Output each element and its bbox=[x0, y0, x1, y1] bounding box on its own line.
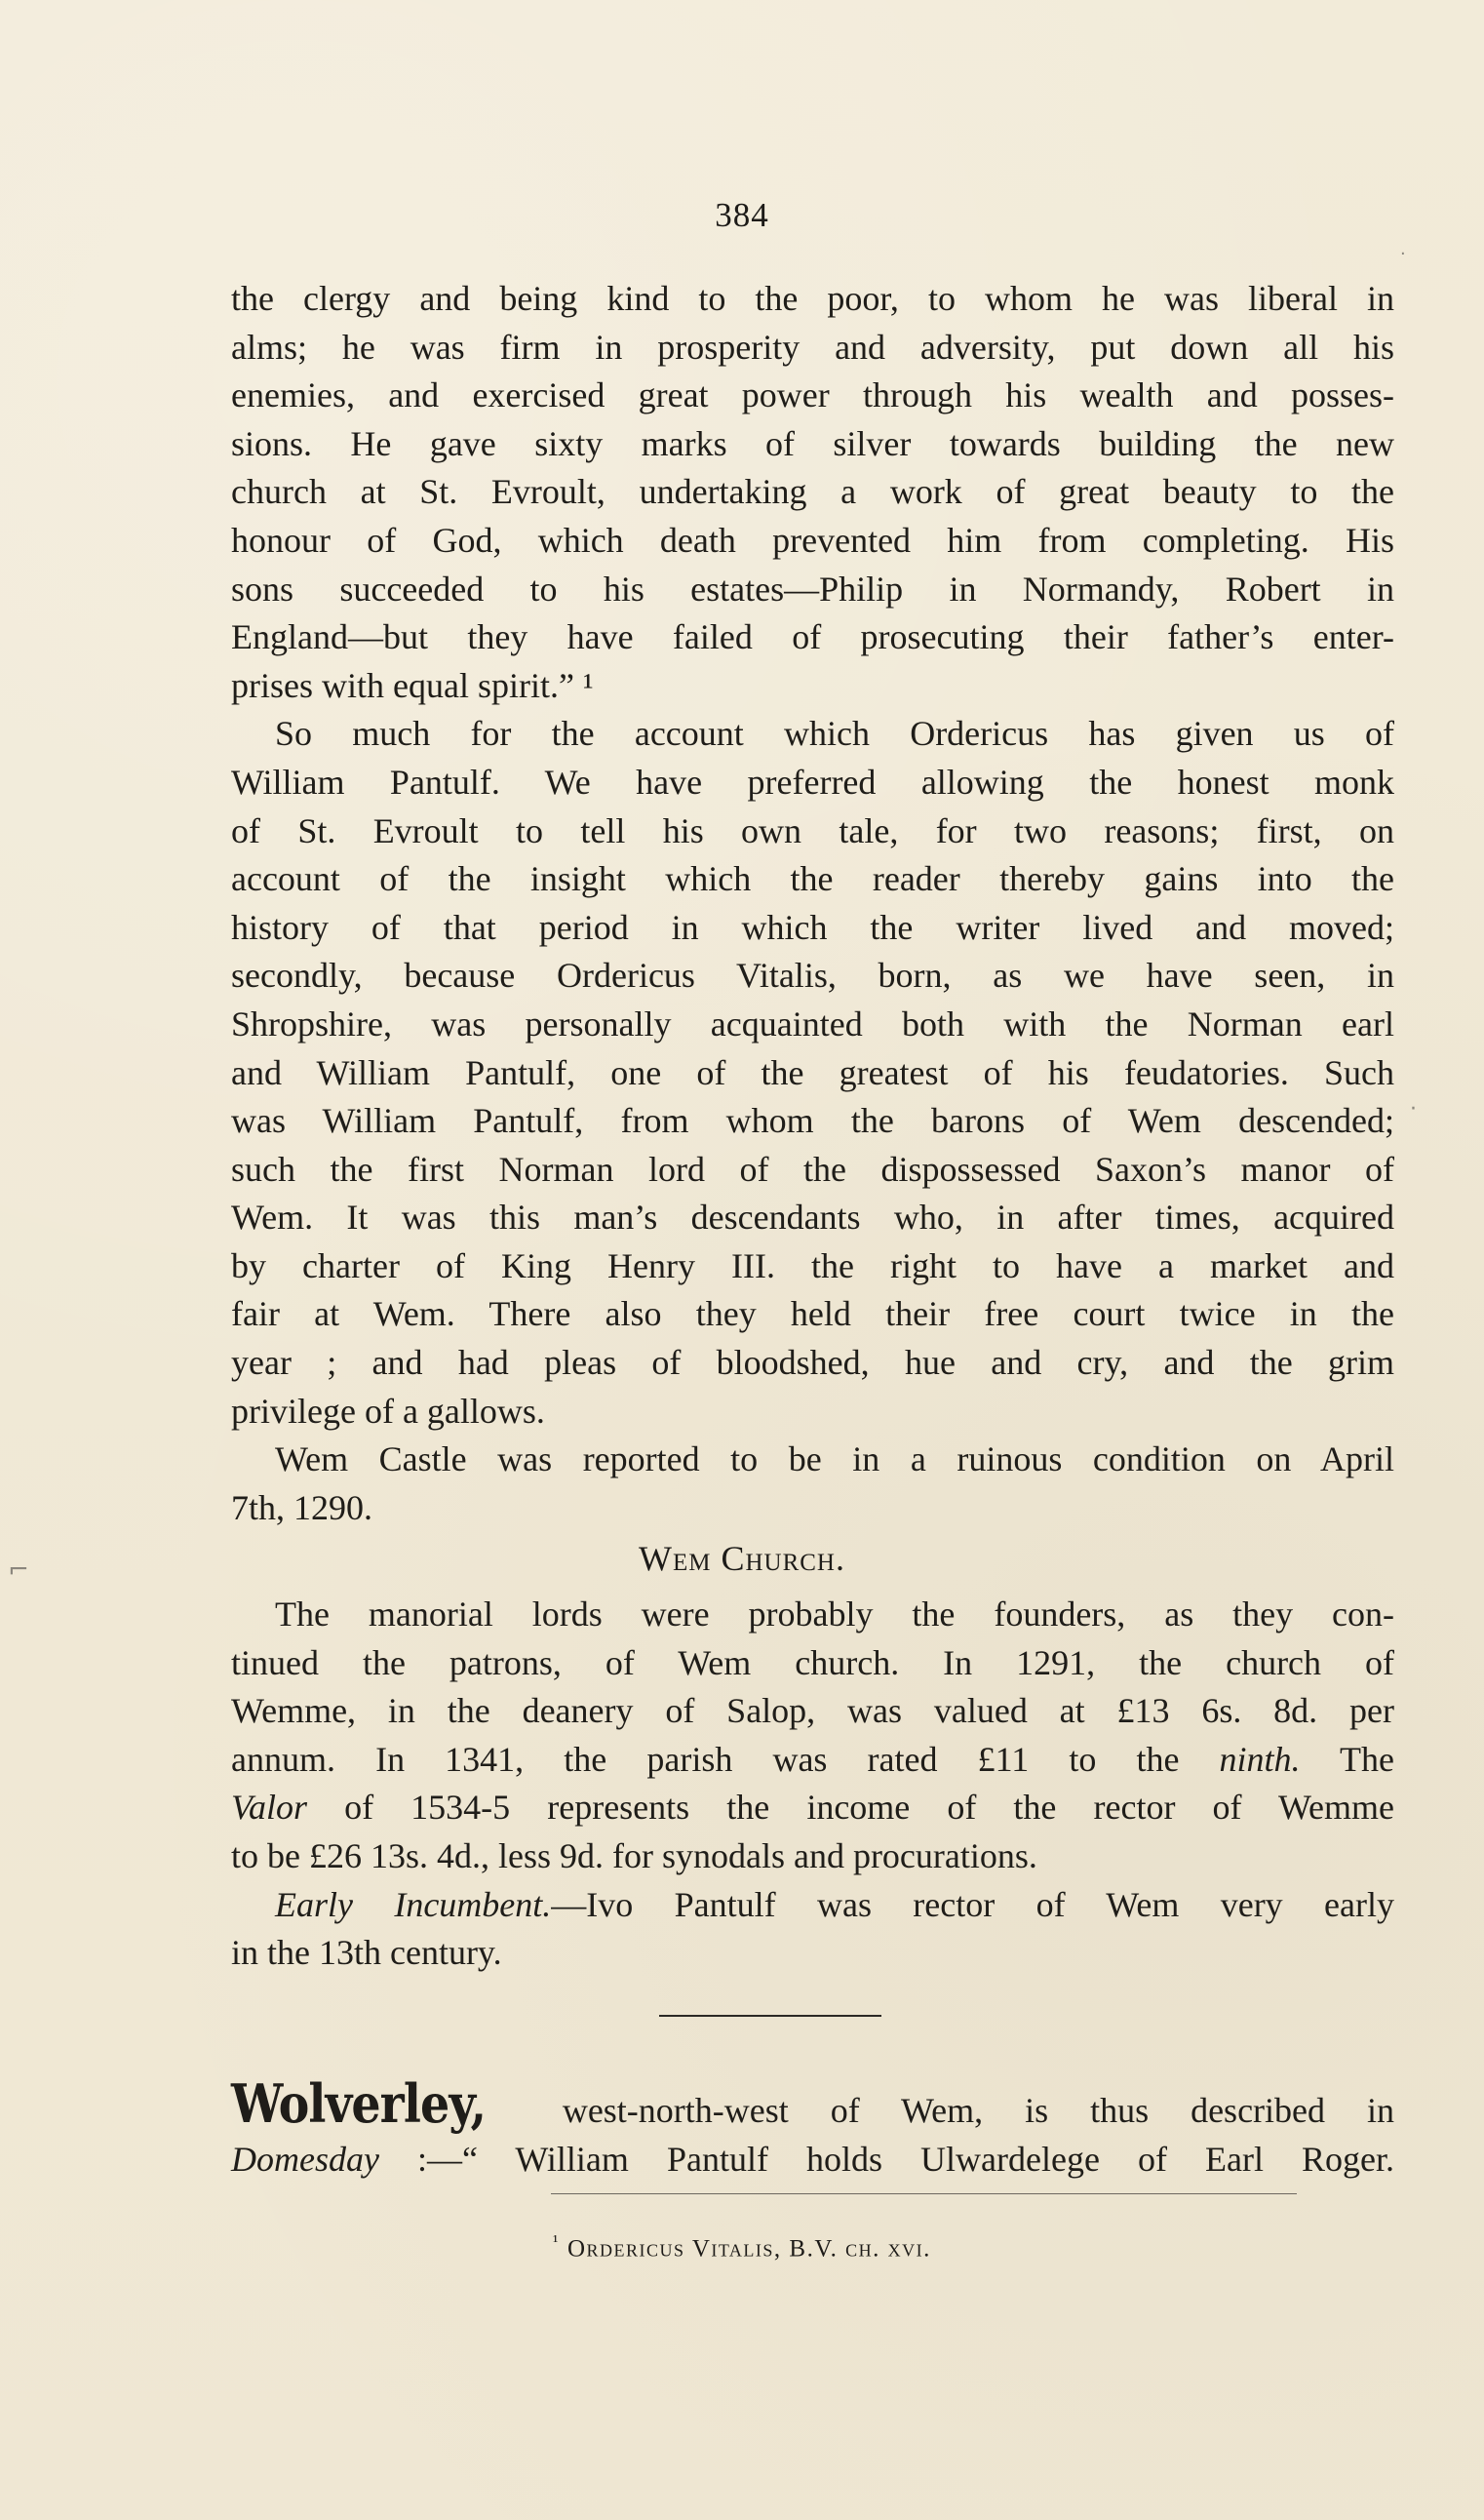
page-number: 384 bbox=[715, 196, 769, 234]
text-line: fair at Wem. There also they held their free court twice in the bbox=[231, 1294, 1394, 1334]
wolverley-text bbox=[231, 2072, 1394, 2184]
italic-text: Early Incumbent. bbox=[275, 1884, 552, 1924]
body-text bbox=[231, 275, 1394, 1532]
section-divider bbox=[659, 2015, 881, 2017]
text-line: honour of God, which death prevented him from completing. His bbox=[231, 520, 1394, 560]
text-line: history of that period in which the writer lived and moved; bbox=[231, 907, 1394, 947]
italic-text: Domesday bbox=[231, 2139, 379, 2179]
ink-speck: ⌐ bbox=[8, 1555, 29, 1585]
text-line: alms; he was firm in prosperity and adversity, put down all his bbox=[231, 327, 1394, 367]
text-line: Wemme, in the deanery of Salop, was valued at £13 6s. 8d. per bbox=[231, 1691, 1394, 1731]
text-line: Wem. It was this man’s descendants who, in after times, acquired bbox=[231, 1198, 1394, 1238]
text-line bbox=[231, 1881, 1394, 1930]
text-line: tinued the patrons, of Wem church. In 1291, the church of bbox=[231, 1642, 1394, 1682]
text-run: The bbox=[1300, 1739, 1394, 1779]
text-line: by charter of King Henry III. the right to have a market and bbox=[231, 1245, 1394, 1285]
text-line: The manorial lords were probably the founders, as they con- bbox=[275, 1595, 1394, 1634]
text-line: Shropshire, was personally acquainted both with the Norman earl bbox=[231, 1004, 1394, 1043]
text-run: —Ivo Pantulf was rector of Wem very early bbox=[551, 1884, 1394, 1924]
text-line: England—but they have failed of prosecuting their father’s enter- bbox=[231, 617, 1394, 657]
text-run: west-north-west of Wem, is thus described in bbox=[520, 2091, 1394, 2130]
text-line: account of the insight which the reader thereby gains into the bbox=[231, 859, 1394, 899]
text-run: of 1534-5 represents the income of the rector of Wemme bbox=[307, 1788, 1394, 1828]
section-heading: Wem Church. bbox=[638, 1539, 845, 1578]
text-line bbox=[231, 2136, 1394, 2185]
text-run: annum. In 1341, the parish was rated £11 to the bbox=[231, 1739, 1220, 1779]
blackletter-title: Wolverley, bbox=[231, 2072, 487, 2135]
ink-speck: · bbox=[1410, 1097, 1417, 1122]
text-line: privilege of a gallows. bbox=[231, 1391, 545, 1431]
ink-speck: · bbox=[1400, 244, 1406, 264]
text-line: to be £26 13s. 4d., less 9d. for synodals and procurations. bbox=[231, 1835, 1037, 1875]
text-line: So much for the account which Ordericus has given us of bbox=[275, 714, 1394, 754]
text-line: William Pantulf. We have preferred allowing the honest monk bbox=[231, 762, 1394, 802]
text-line bbox=[231, 1736, 1394, 1785]
text-line: sons succeeded to his estates—Philip in Normandy, Robert in bbox=[231, 569, 1394, 609]
text-line: enemies, and exercised great power through his wealth and posses- bbox=[231, 375, 1394, 415]
footnote bbox=[0, 2231, 1484, 2263]
footnote-text: Ordericus Vitalis, B.V. ch. xvi. bbox=[566, 2235, 931, 2263]
text-line: the clergy and being kind to the poor, to whom he was liberal in bbox=[231, 279, 1394, 318]
text-line: of St. Evroult to tell his own tale, for two reasons; first, on bbox=[231, 810, 1394, 850]
church-text bbox=[231, 1591, 1394, 1978]
text-run: :—“ William Pantulf holds Ulwardelege of Earl Roger. bbox=[378, 2139, 1394, 2179]
text-line: prises with equal spirit.” ¹ bbox=[231, 665, 594, 705]
text-line: sions. He gave sixty marks of silver towards building the new bbox=[231, 423, 1394, 463]
text-line: church at St. Evroult, undertaking a work of great beauty to the bbox=[231, 472, 1394, 512]
text-line: Wem Castle was reported to be in a ruinous condition on April bbox=[275, 1439, 1394, 1479]
footnote-marker: ¹ bbox=[553, 2231, 560, 2251]
footnote-rule bbox=[551, 2193, 1297, 2194]
text-line: secondly, because Ordericus Vitalis, born, as we have seen, in bbox=[231, 956, 1394, 996]
italic-text: Valor bbox=[231, 1788, 308, 1828]
italic-text: ninth. bbox=[1219, 1739, 1301, 1779]
text-line: was William Pantulf, from whom the barons of Wem descended; bbox=[231, 1101, 1394, 1141]
text-line bbox=[231, 2072, 1394, 2136]
text-line: and William Pantulf, one of the greatest of his feudatories. Such bbox=[231, 1052, 1394, 1092]
text-line: year ; and had pleas of bloodshed, hue and cry, and the grim bbox=[231, 1343, 1394, 1383]
text-line bbox=[231, 1784, 1394, 1832]
text-line: 7th, 1290. bbox=[231, 1487, 373, 1527]
text-line: in the 13th century. bbox=[231, 1933, 502, 1973]
text-line: such the first Norman lord of the dispossessed Saxon’s manor of bbox=[231, 1149, 1394, 1189]
